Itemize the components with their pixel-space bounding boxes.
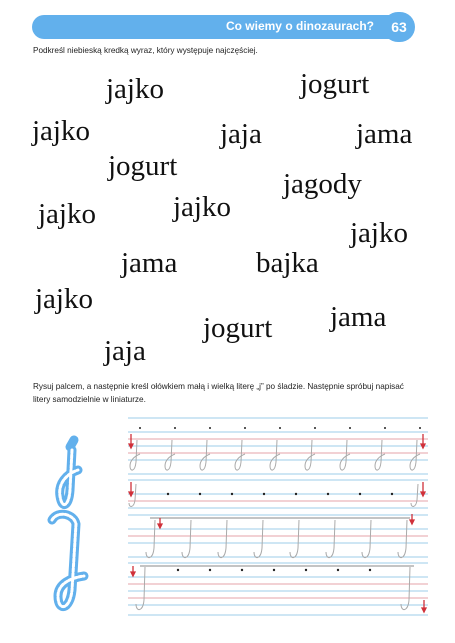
word[interactable]: jogurt (203, 312, 273, 344)
word[interactable]: jajko (32, 115, 90, 147)
trace-dots-row4 (177, 569, 371, 571)
word[interactable]: jajko (35, 283, 93, 315)
ruled-lines (128, 418, 428, 615)
word[interactable]: jajko (350, 217, 408, 249)
trace-row-uppercase[interactable] (146, 518, 410, 558)
big-letter-j-lowercase[interactable] (60, 440, 78, 505)
word[interactable]: jaja (104, 335, 146, 367)
word[interactable]: jogurt (108, 150, 178, 182)
word[interactable]: jaja (220, 118, 262, 150)
task1-instruction: Podkreśl niebieską kredką wyraz, który występuje najczęściej. (33, 46, 258, 55)
page-number: 63 (383, 12, 415, 42)
trace-row-lowercase[interactable] (130, 440, 420, 470)
word[interactable]: jogurt (300, 68, 370, 100)
big-letter-j-uppercase[interactable] (52, 514, 84, 606)
word[interactable]: jajko (38, 198, 96, 230)
word[interactable]: jama (330, 301, 387, 333)
trace-row-lowercase-2[interactable] (129, 484, 418, 506)
word[interactable]: bajka (256, 247, 319, 279)
task2-instruction-line2: litery samodzielnie w liniaturze. (33, 395, 146, 404)
word[interactable]: jama (121, 247, 178, 279)
task2-instruction-line1: Rysuj palcem, a następnie kreśl ołówkiem małą i wielką literę „j” po śladzie. Następnie spróbuj napisać (33, 382, 404, 391)
word[interactable]: jagody (283, 168, 362, 200)
word[interactable]: jama (356, 118, 413, 150)
trace-dots-row1 (139, 427, 421, 429)
word[interactable]: jajko (173, 191, 231, 223)
header-title: Co wiemy o dinozaurach? (225, 19, 374, 33)
trace-row-uppercase-2[interactable] (136, 566, 414, 610)
word[interactable]: jajko (106, 73, 164, 105)
